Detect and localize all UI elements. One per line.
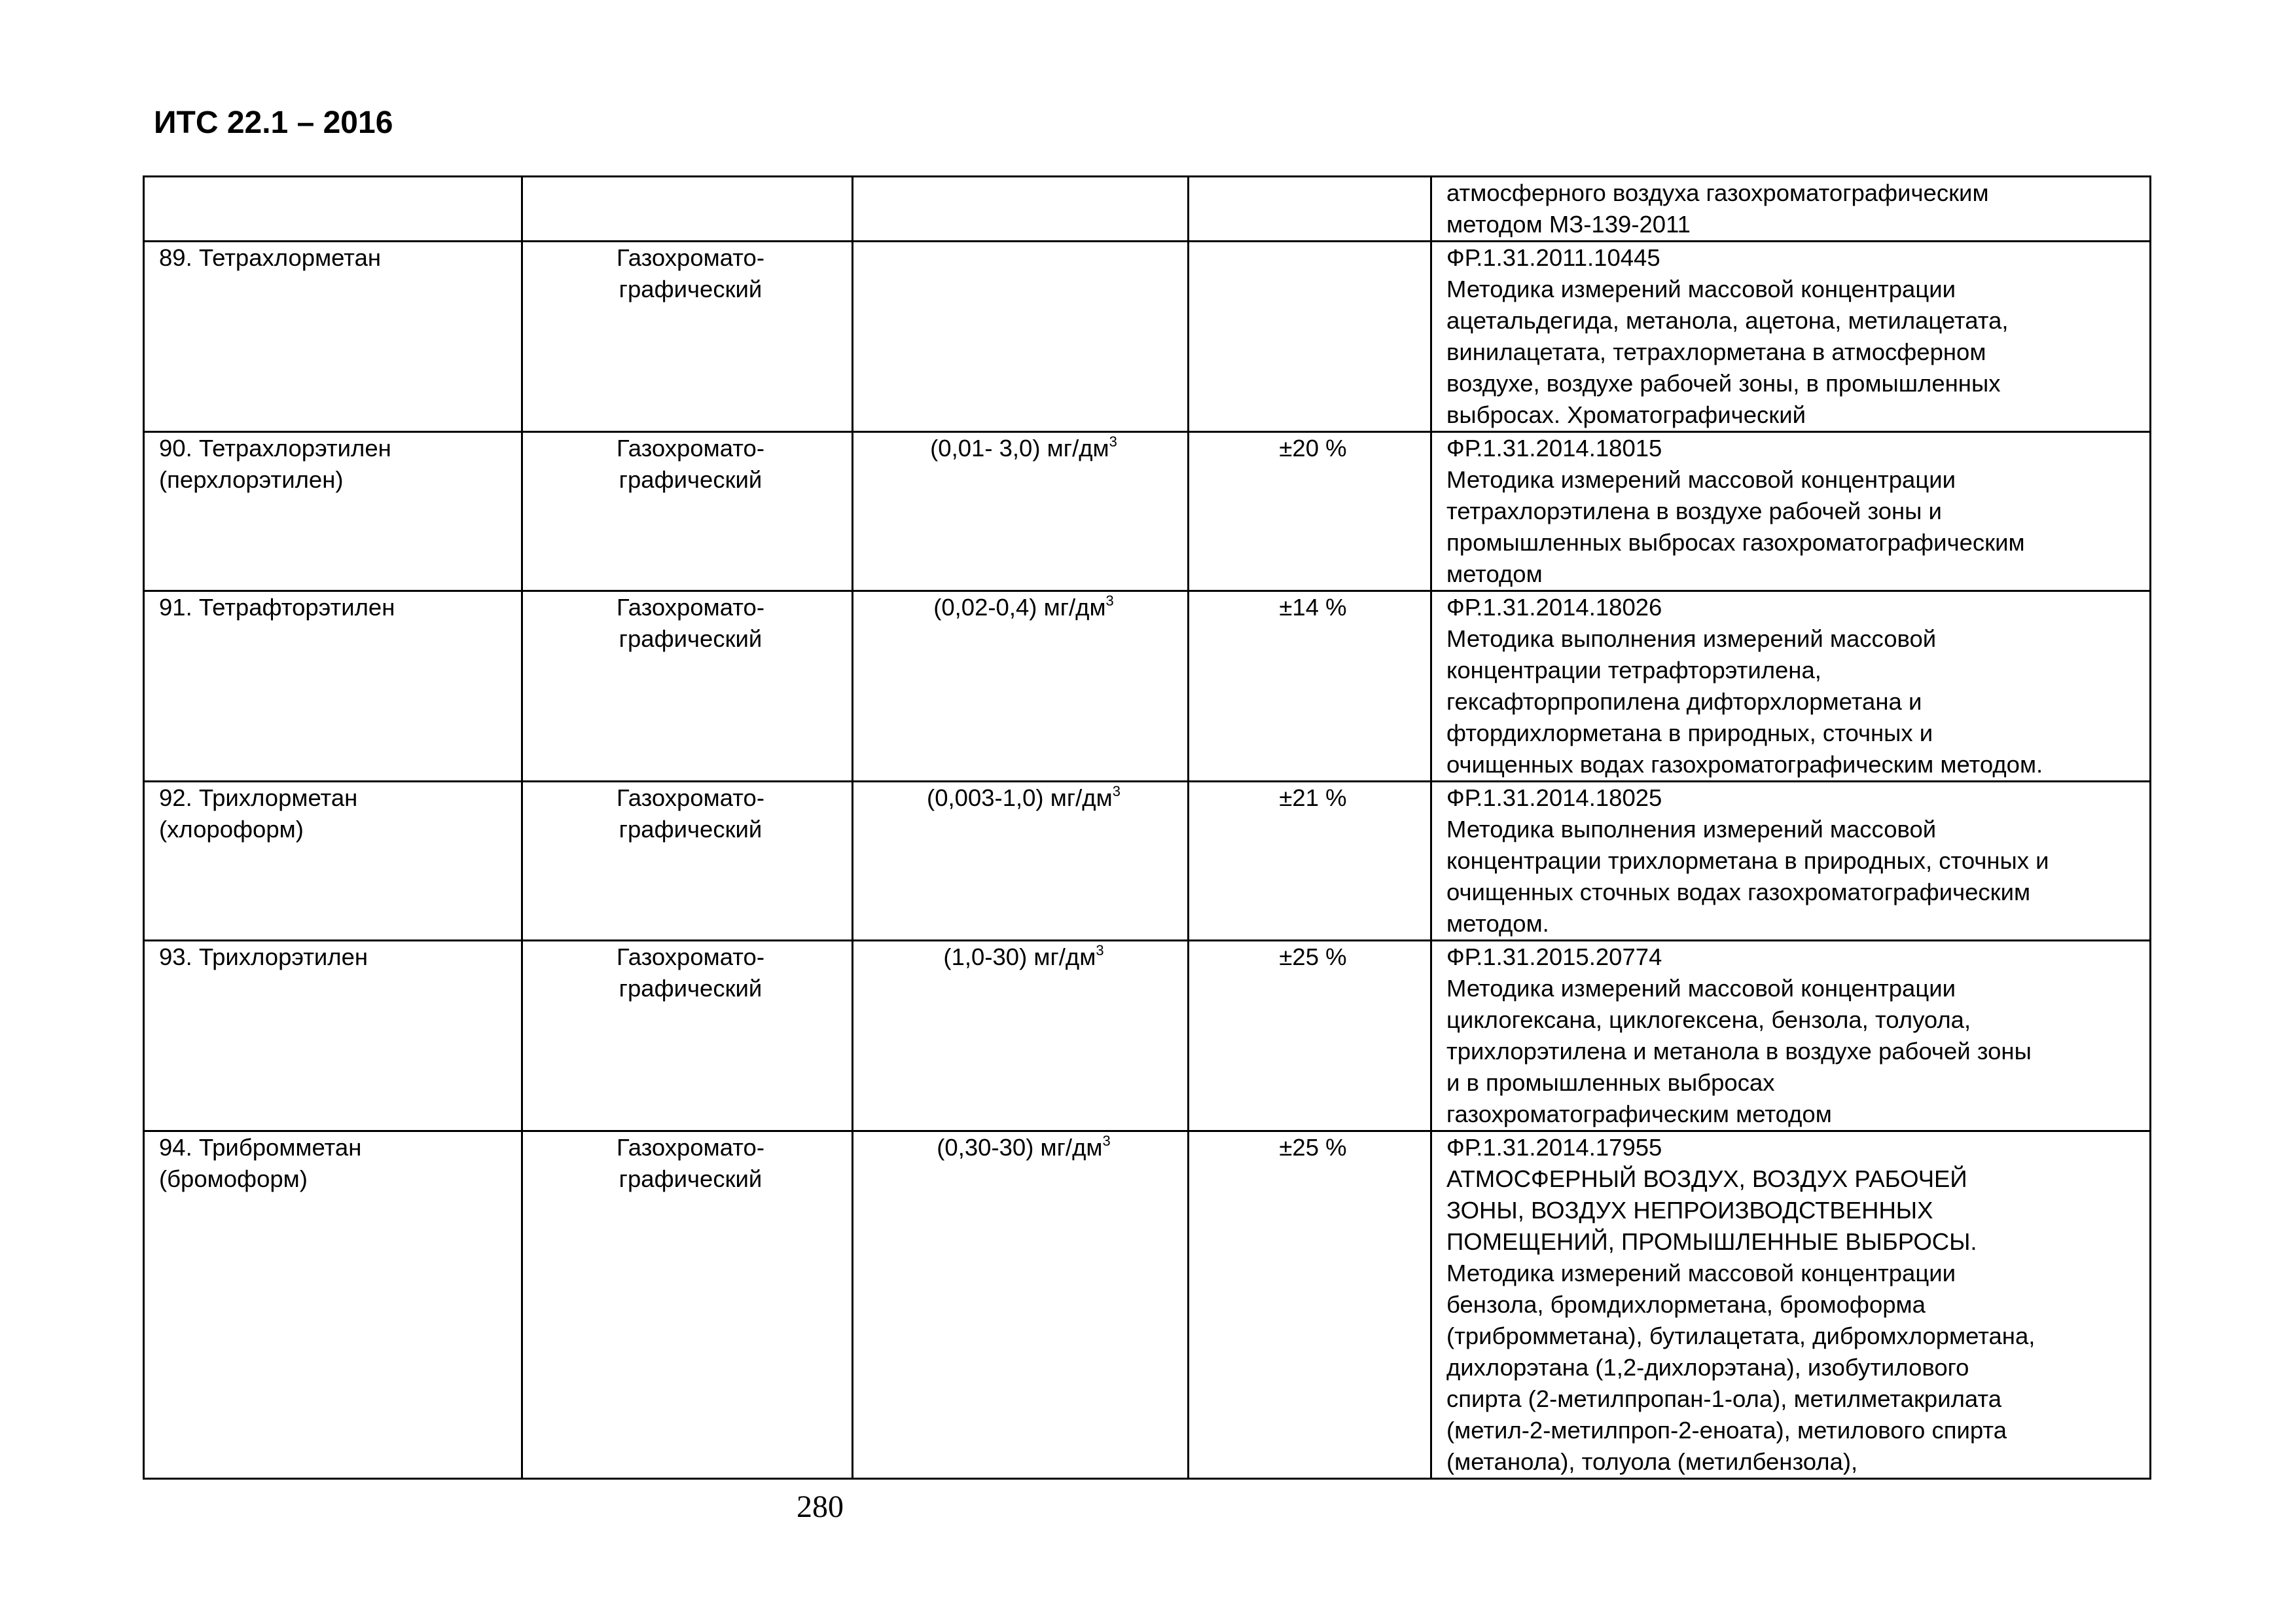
substance-name-line: 92. Трихлорметан <box>159 784 358 811</box>
range-cell <box>853 242 1189 432</box>
error-cell <box>1189 1131 1431 1479</box>
method-line: графический <box>619 466 762 493</box>
error-cell <box>1189 432 1431 591</box>
document-text-line: (трибромметана), бутилацетата, дибромхлорметана, <box>1446 1322 2036 1349</box>
document-text-line: методом. <box>1446 910 1549 937</box>
measurement-error: ±25 % <box>1279 943 1347 970</box>
substance-name-line: 91. Тетрафторэтилен <box>159 594 395 621</box>
page-number: 280 <box>797 1489 844 1524</box>
substance-name-line: (хлороформ) <box>159 816 304 843</box>
table-body <box>144 177 2151 1479</box>
table-row <box>144 941 2151 1131</box>
document-text-line: тетрахлорэтилена в воздухе рабочей зоны и <box>1446 498 1942 524</box>
measurement-error: ±21 % <box>1279 784 1347 811</box>
table-row <box>144 432 2151 591</box>
substance-name-line: 90. Тетрахлорэтилен <box>159 435 391 462</box>
document-text-line: циклогексана, циклогексена, бензола, толуола, <box>1446 1006 1971 1033</box>
range-value: (0,003-1,0) <box>927 784 1044 811</box>
unit-exponent: 3 <box>1109 433 1117 450</box>
measurement-error: ±25 % <box>1279 1134 1347 1161</box>
document-text-line: (метанола), толуола (метилбензола), <box>1446 1448 1858 1475</box>
range-unit: мг/дм <box>1043 784 1113 811</box>
error-cell <box>1189 242 1431 432</box>
table-row <box>144 1131 2151 1479</box>
document-text-line: выбросах. Хроматографический <box>1446 401 1806 428</box>
range-value: (0,01- 3,0) <box>930 435 1041 462</box>
range-unit: мг/дм <box>1037 594 1106 621</box>
document-code: ФР.1.31.2014.18015 <box>1446 435 1662 462</box>
document-cell <box>1431 432 2151 591</box>
document-text-line: Методика измерений массовой концентрации <box>1446 466 1956 493</box>
document-text-line: концентрации трихлорметана в природных, сточных и <box>1446 847 2049 874</box>
document-cell <box>1431 591 2151 782</box>
method-cell <box>522 1131 853 1479</box>
method-line: графический <box>619 1165 762 1192</box>
measurement-error: ±20 % <box>1279 435 1347 462</box>
method-line: Газохромато- <box>616 784 765 811</box>
measurement-range <box>868 592 1179 623</box>
document-cell <box>1431 242 2151 432</box>
substance-name-line: 93. Трихлорэтилен <box>159 943 368 970</box>
range-cell <box>853 782 1189 941</box>
document-text-line: очищенных водах газохроматографическим методом. <box>1446 751 2043 778</box>
document-text-line: очищенных сточных водах газохроматографическим <box>1446 879 2031 905</box>
range-cell <box>853 941 1189 1131</box>
range-value: (0,02-0,4) <box>933 594 1037 621</box>
document-code: ФР.1.31.2011.10445 <box>1446 244 1660 271</box>
error-cell <box>1189 782 1431 941</box>
document-text-line: спирта (2-метилпропан-1-ола), метилметакрилата <box>1446 1385 2002 1412</box>
document-cell <box>1431 941 2151 1131</box>
document-text-line: и в промышленных выбросах <box>1446 1069 1775 1096</box>
substance-cell <box>144 242 522 432</box>
document-text-line: атмосферного воздуха газохроматографическим <box>1446 179 1989 206</box>
substance-name-line: 89. Тетрахлорметан <box>159 244 382 271</box>
table-row <box>144 242 2151 432</box>
document-text-line: методом <box>1446 560 1543 587</box>
document-text-line: АТМОСФЕРНЫЙ ВОЗДУХ, ВОЗДУХ РАБОЧЕЙ <box>1446 1165 1967 1192</box>
range-unit: мг/дм <box>1040 435 1109 462</box>
range-unit: мг/дм <box>1027 943 1096 970</box>
document-text-line: фтордихлорметана в природных, сточных и <box>1446 720 1933 746</box>
method-line: Газохромато- <box>616 244 765 271</box>
document-code: ФР.1.31.2015.20774 <box>1446 943 1662 970</box>
document-cell <box>1431 177 2151 242</box>
substance-name-line: (перхлорэтилен) <box>159 466 344 493</box>
document-text-line: Методика измерений массовой концентрации <box>1446 276 1956 302</box>
document-text-line: Методика выполнения измерений массовой <box>1446 625 1937 652</box>
table-row <box>144 782 2151 941</box>
document-header: ИТС 22.1 – 2016 <box>154 105 393 140</box>
table-row <box>144 177 2151 242</box>
document-text-line: ЗОНЫ, ВОЗДУХ НЕПРОИЗВОДСТВЕННЫХ <box>1446 1197 1933 1224</box>
method-cell <box>522 177 853 242</box>
error-cell <box>1189 591 1431 782</box>
document-text-line: воздухе, воздухе рабочей зоны, в промышленных <box>1446 370 2001 397</box>
document-text-line: промышленных выбросах газохроматографическим <box>1446 529 2025 556</box>
document-cell <box>1431 1131 2151 1479</box>
substance-cell <box>144 1131 522 1479</box>
document-text-line: ацетальдегида, метанола, ацетона, метилацетата, <box>1446 307 2009 334</box>
range-cell <box>853 177 1189 242</box>
method-line: Газохромато- <box>616 943 765 970</box>
unit-exponent: 3 <box>1096 942 1104 958</box>
document-text-line: методом МЗ-139-2011 <box>1446 211 1691 238</box>
method-cell <box>522 782 853 941</box>
measurement-range <box>868 941 1179 973</box>
method-cell <box>522 591 853 782</box>
document-code: ФР.1.31.2014.18026 <box>1446 594 1662 621</box>
range-value: (0,30-30) <box>937 1134 1034 1161</box>
document-text-line: Методика измерений массовой концентрации <box>1446 1260 1956 1286</box>
method-line: Газохромато- <box>616 1134 765 1161</box>
document-text-line: газохроматографическим методом <box>1446 1101 1832 1127</box>
document-text-line: Методика выполнения измерений массовой <box>1446 816 1937 843</box>
substance-name-line: 94. Трибромметан <box>159 1134 362 1161</box>
unit-exponent: 3 <box>1105 593 1114 609</box>
method-line: Газохромато- <box>616 435 765 462</box>
error-cell <box>1189 941 1431 1131</box>
document-text-line: бензола, бромдихлорметана, бромоформа <box>1446 1291 1926 1318</box>
methods-table <box>143 175 2151 1480</box>
measurement-range <box>868 782 1179 814</box>
document-code: ФР.1.31.2014.17955 <box>1446 1134 1662 1161</box>
substance-cell <box>144 782 522 941</box>
document-text-line: винилацетата, тетрахлорметана в атмосферном <box>1446 338 1986 365</box>
method-line: графический <box>619 276 762 302</box>
method-line: графический <box>619 816 762 843</box>
range-cell <box>853 1131 1189 1479</box>
method-line: графический <box>619 975 762 1002</box>
document-text-line: Методика измерений массовой концентрации <box>1446 975 1956 1002</box>
measurement-error: ±14 % <box>1279 594 1347 621</box>
range-cell <box>853 591 1189 782</box>
document-text-line: ПОМЕЩЕНИЙ, ПРОМЫШЛЕННЫЕ ВЫБРОСЫ. <box>1446 1228 1977 1255</box>
range-value: (1,0-30) <box>943 943 1028 970</box>
document-code: ФР.1.31.2014.18025 <box>1446 784 1662 811</box>
measurement-range <box>868 433 1179 464</box>
document-text-line: дихлорэтана (1,2-дихлорэтана), изобутилового <box>1446 1354 1969 1381</box>
substance-name-line: (бромоформ) <box>159 1165 308 1192</box>
document-text-line: трихлорэтилена и метанола в воздухе рабочей зоны <box>1446 1038 2032 1065</box>
range-unit: мг/дм <box>1033 1134 1103 1161</box>
range-cell <box>853 432 1189 591</box>
measurement-range <box>868 1132 1179 1163</box>
method-cell <box>522 242 853 432</box>
document-text-line: (метил-2-метилпроп-2-еноата), метилового спирта <box>1446 1417 2007 1444</box>
method-cell <box>522 432 853 591</box>
substance-cell <box>144 941 522 1131</box>
substance-cell <box>144 432 522 591</box>
document-text-line: гексафторпропилена дифторхлорметана и <box>1446 688 1922 715</box>
substance-cell <box>144 591 522 782</box>
method-line: Газохромато- <box>616 594 765 621</box>
error-cell <box>1189 177 1431 242</box>
document-text-line: концентрации тетрафторэтилена, <box>1446 657 1821 684</box>
table-row <box>144 591 2151 782</box>
method-line: графический <box>619 625 762 652</box>
substance-cell <box>144 177 522 242</box>
unit-exponent: 3 <box>1102 1133 1111 1149</box>
document-cell <box>1431 782 2151 941</box>
method-cell <box>522 941 853 1131</box>
unit-exponent: 3 <box>1112 783 1121 799</box>
